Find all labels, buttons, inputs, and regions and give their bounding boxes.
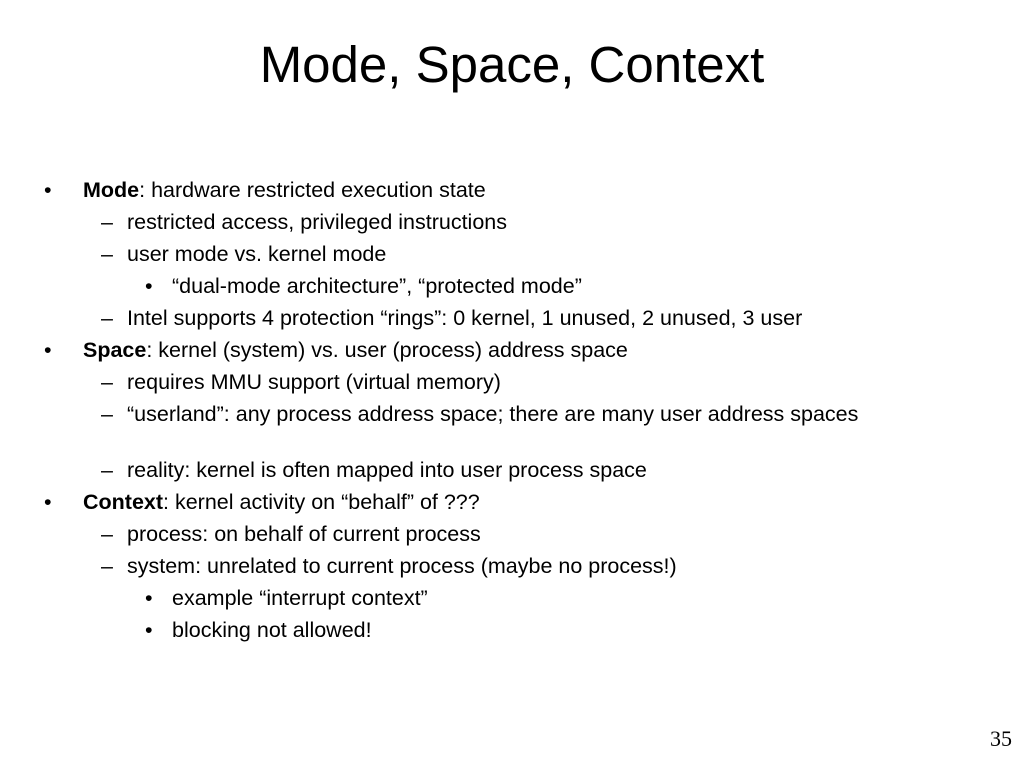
bullet-marker: • <box>44 338 52 362</box>
bullet-marker: • <box>145 274 153 298</box>
list-item <box>0 522 1000 554</box>
term-mode: Mode <box>83 178 140 202</box>
page-number: 35 <box>990 726 1012 751</box>
bullet-marker: • <box>145 586 153 610</box>
term-context: Context <box>83 490 164 514</box>
list-item <box>0 274 1000 306</box>
bullet-marker: • <box>44 178 52 202</box>
list-item <box>0 210 1000 242</box>
term-space: Space <box>83 338 147 362</box>
list-item-text: requires MMU support (virtual memory) <box>127 370 501 394</box>
list-item <box>0 586 1000 618</box>
list-item <box>0 370 1000 402</box>
dash-marker: – <box>101 306 113 330</box>
list-item-text: reality: kernel is often mapped into user process space <box>127 458 647 482</box>
list-item-text <box>83 178 486 203</box>
list-item-text: blocking not allowed! <box>172 618 372 642</box>
list-item-text <box>83 490 480 515</box>
bullet-marker: • <box>145 618 153 642</box>
list-item-text: restricted access, privileged instructions <box>127 210 507 234</box>
list-item-text: process: on behalf of current process <box>127 522 481 546</box>
slide-title: Mode, Space, Context <box>259 36 765 93</box>
list-item-text: system: unrelated to current process (maybe no process!) <box>127 554 677 578</box>
dash-marker: – <box>101 242 113 266</box>
dash-marker: – <box>101 210 113 234</box>
list-item-text <box>83 338 628 363</box>
list-item-text: “dual-mode architecture”, “protected mode” <box>172 274 582 298</box>
list-item-text: user mode vs. kernel mode <box>127 242 387 266</box>
dash-marker: – <box>101 370 113 394</box>
list-item <box>0 490 1000 522</box>
dash-marker: – <box>101 522 113 546</box>
dash-marker: – <box>101 458 113 482</box>
dash-marker: – <box>101 554 113 578</box>
definition-text: : kernel (system) vs. user (process) address space <box>146 338 628 362</box>
list-item <box>0 618 1000 650</box>
dash-marker: – <box>101 402 113 426</box>
list-item-text: example “interrupt context” <box>172 586 428 610</box>
list-item-text: “userland”: any process address space; there are many user address spaces <box>127 402 859 426</box>
list-item <box>0 402 1000 458</box>
list-item <box>0 178 1000 210</box>
list-item <box>0 458 1000 490</box>
definition-text: : hardware restricted execution state <box>139 178 486 202</box>
list-item <box>0 306 1000 338</box>
list-item <box>0 338 1000 370</box>
list-item <box>0 554 1000 586</box>
list-item-text: Intel supports 4 protection “rings”: 0 kernel, 1 unused, 2 unused, 3 user <box>127 306 803 330</box>
bullet-list <box>0 178 1000 650</box>
definition-text: : kernel activity on “behalf” of ??? <box>163 490 480 514</box>
bullet-marker: • <box>44 490 52 514</box>
list-item <box>0 242 1000 274</box>
